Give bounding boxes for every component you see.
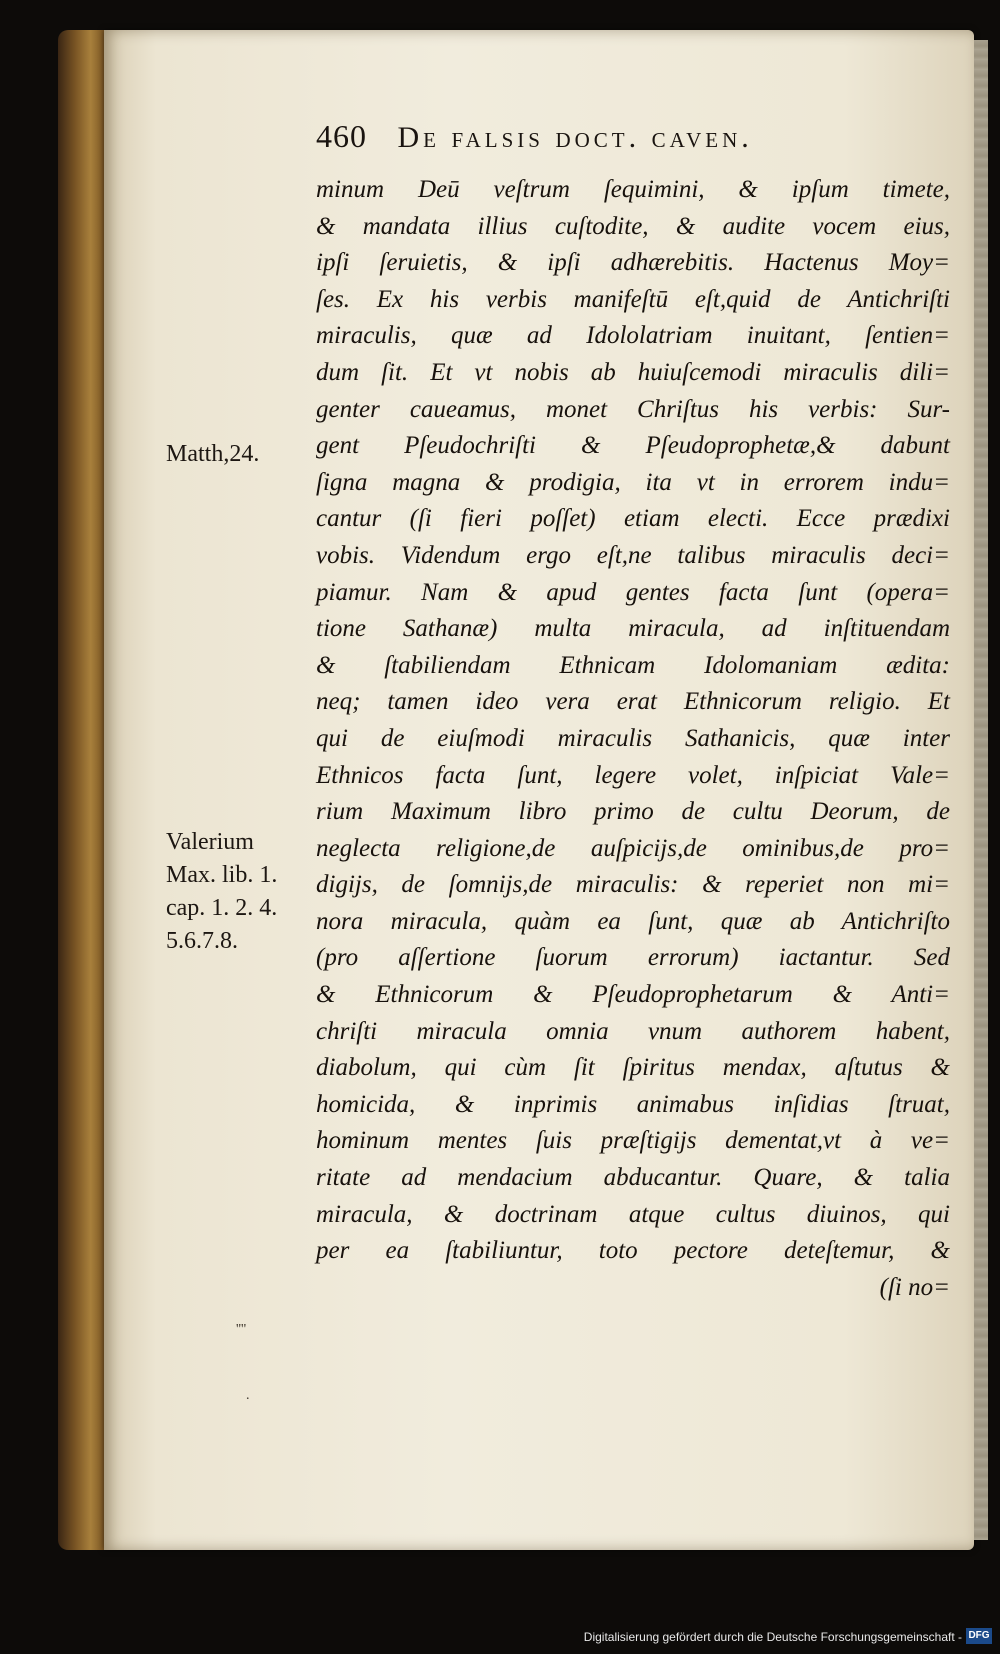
text-line: minum Deū veſtrum ſequimini, & ipſum timete, [316,176,950,203]
text-line: hominum mentes ſuis præſtigijs dementat,vt à ve= [316,1127,950,1155]
text-line: chriſti miracula omnia vnum authorem habent, [316,1017,950,1045]
marginal-line: cap. 1. 2. 4. [166,895,278,921]
ink-smudge: '''' [236,1322,247,1337]
dfg-logo: DFG [966,1628,992,1644]
text-line: digijs, de ſomnijs,de miraculis: & reperiet non mi= [316,871,950,899]
ink-smudge: . [246,1388,250,1403]
text-line: dum ſit. Et vt nobis ab huiuſcemodi miraculis dili= [316,358,950,386]
text-line: & mandata illius cuſtodite, & audite vocem eius, [316,212,950,240]
digitization-credit: Digitalisierung gefördert durch die Deutsche Forschungsgemeinschaft - [583,1630,962,1644]
text-line: rium Maximum libro primo de cultu Deorum, de [316,798,950,826]
text-line: ritate ad mendacium abducantur. Quare, & talia [316,1164,950,1192]
body-text [316,172,950,1306]
text-line: gent Pſeudochriſti & Pſeudoprophetæ,& dabunt [316,432,950,460]
page-number: 460 [316,118,367,154]
running-header [316,118,936,164]
marginal-note-matthew: Matth,24. [166,441,260,467]
text-line: nora miracula, quàm ea ſunt, quæ ab Antichriſto [316,907,950,935]
text-line: piamur. Nam & apud gentes facta ſunt (opera= [316,578,950,606]
page-fore-edge [974,40,988,1540]
text-line: ipſi ſeruietis, & ipſi adhærebitis. Hactenus Moy= [316,249,950,277]
text-line: neq; tamen ideo vera erat Ethnicorum religio. Et [316,688,950,716]
text-line: ſigna magna & prodigia, ita vt in errorem indu= [316,468,950,496]
text-line: vobis. Videndum ergo eſt,ne talibus miraculis deci= [316,541,950,569]
text-line: diabolum, qui cùm ſit ſpiritus mendax, aſtutus & [316,1054,950,1082]
text-line: qui de eiuſmodi miraculis Sathanicis, quæ inter [316,724,950,752]
text-line: neglecta religione,de auſpicijs,de ominibus,de pro= [316,834,950,862]
text-line: ſes. Ex his verbis manifeſtū eſt,quid de Antichriſti [316,285,950,313]
book-edge [58,30,108,1550]
text-line: miracula, & doctrinam atque cultus diuinos, qui [316,1200,950,1228]
text-line: & ſtabiliendam Ethnicam Idolomaniam ædita: [316,651,950,679]
text-line: & Ethnicorum & Pſeudoprophetarum & Anti= [316,981,950,1009]
text-line: Ethnicos facta ſunt, legere volet, inſpiciat Vale= [316,761,950,789]
text-line: per ea ſtabiliuntur, toto pectore deteſtemur, & [316,1237,950,1265]
marginal-line: 5.6.7.8. [166,928,238,954]
text-line: genter caueamus, monet Chriſtus his verbis: Sur- [316,395,950,423]
text-line: (pro aſſertione ſuorum errorum) iactantur. Sed [316,944,950,972]
marginal-note-valerius [166,826,306,958]
text-line: cantur (ſi fieri poſſet) etiam electi. Ecce prædixi [316,505,950,533]
text-line: tione Sathanæ) multa miracula, ad inſtituendam [316,615,950,643]
text-line: homicida, & inprimis animabus inſidias ſtruat, [316,1090,950,1118]
marginal-line: Max. lib. 1. [166,862,278,888]
marginal-line: Valerium [166,829,254,855]
running-title: De falsis doct. caven. [397,121,753,154]
catchword: (ſi no= [879,1273,950,1301]
text-line: miraculis, quæ ad Idololatriam inuitant, ſentien= [316,322,950,350]
